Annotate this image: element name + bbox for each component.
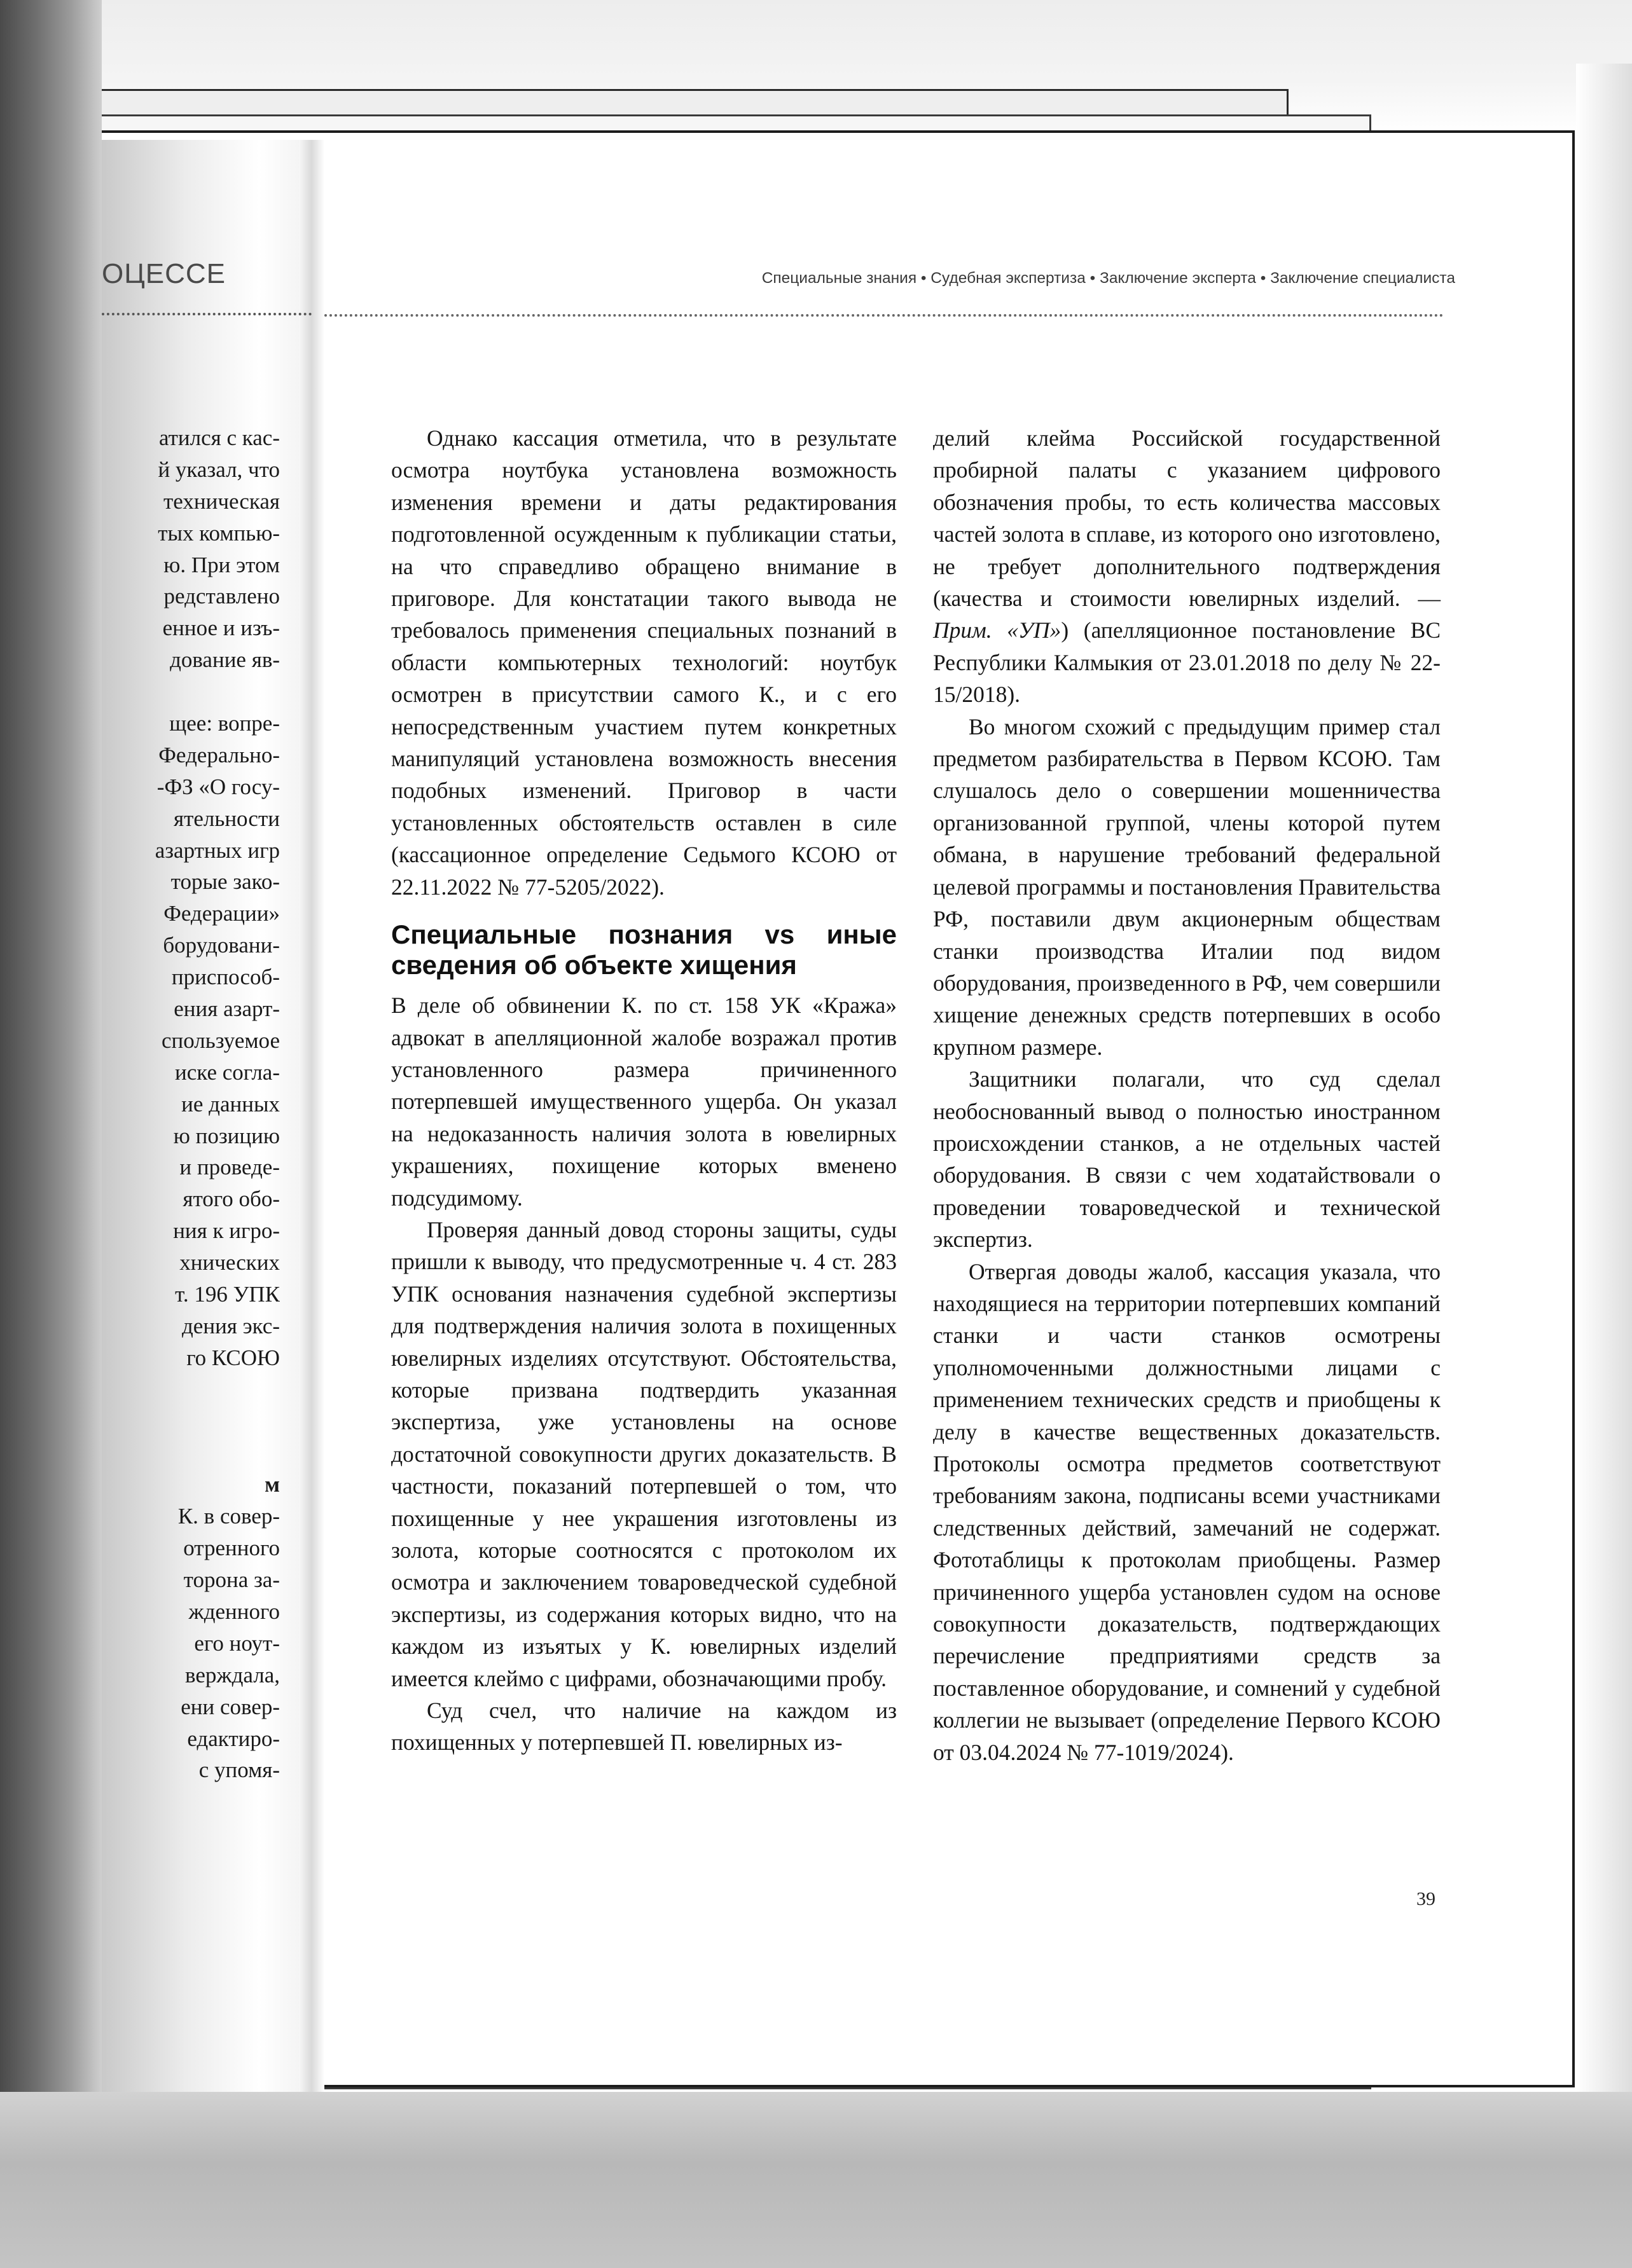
left-page-line: дование яв- [170, 647, 280, 673]
left-page-line: м [265, 1472, 280, 1497]
paragraph: Суд счел, что наличие на каждом из похищенных у потерпевшей П. ювелирных из- [391, 1698, 897, 1756]
left-page-line: ю. При этом [163, 552, 280, 577]
left-page-line: ени совер- [181, 1694, 280, 1719]
left-page-line: ие данных [181, 1091, 280, 1117]
left-page-line: верждала, [185, 1662, 280, 1687]
left-page-line: торона за- [183, 1567, 280, 1593]
paragraph: Защитники полагали, что суд сделал необоснованный вывод о полностью иностранном происхождении станков, а не отдельных частей оборудования. В связи с чем ходатайствовали о проведении товароведческой и технической экспертиз. [933, 1066, 1441, 1253]
left-page-line: тых компью- [158, 520, 280, 546]
left-page-line: жденного [188, 1598, 280, 1624]
paragraph: Отвергая доводы жалоб, кассация указала, что находящиеся на территории потерпевших компаний станки и части станков осмотрены уполномоченными должностными лицами с применением технических средств и приобщены к делу в качестве вещественных доказательств. Протоколы осмотра предметов соответствуют требованиям закона, подписаны всеми участниками следственных действий, замечаний не содержат. Фототаблицы к протоколам приобщены. Размер причиненного ущерба установлен судом на основе совокупности доказательств, подтверждающих перечисление предприятиями средств за поставленное оборудование, и сомнений у судебной коллегии не вызывает (определение Первого КСОЮ от 03.04.2024 № 77-1019/2024). [933, 1258, 1441, 1765]
left-page-line: отренного [183, 1536, 280, 1561]
left-page-line: дения экс- [182, 1313, 280, 1338]
left-page-line: Федерально- [158, 742, 280, 767]
paragraph [933, 422, 1441, 711]
paragraph-text: делий клейма Российской государственной пробирной палаты с указанием цифрового обозначения пробы, то есть количества массовых частей золота в сплаве, из которого оно изготовлено, не требует дополнительного подтверждения (качества и стоимости ювелирных изделий. — [933, 425, 1441, 612]
left-page-line: приспособ- [171, 965, 280, 990]
left-page-line: азартных игр [155, 837, 280, 863]
left-page-line: с упомя- [198, 1757, 280, 1783]
left-page-line: атился с кас- [159, 425, 280, 450]
text-column-1 [391, 422, 897, 1759]
left-page-line: и проведе- [179, 1155, 280, 1180]
left-page-line: го КСОЮ [186, 1345, 280, 1370]
left-page-line: ятого обо- [183, 1186, 280, 1212]
left-page-line: енное и изъ- [162, 615, 280, 641]
left-page-line: техническая [163, 488, 280, 514]
page-number: 39 [1416, 1888, 1435, 1909]
book-gutter [299, 140, 324, 2092]
paragraph: Во многом схожий с предыдущим пример стал предметом разбирательства в Первом КСОЮ. Там слушалось дело о совершении мошенничества организованной группой, члены которой путем обмана, в нарушение требований федеральной целевой программы и постановления Правительства РФ, поставили двум акционерным обществам станки производства Италии под видом оборудования, произведенного в РФ, чем совершили хищение денежных средств потерпевших в особо крупном размере. [933, 713, 1441, 1060]
scan-shadow-left [0, 0, 102, 2268]
left-page-line [102, 1374, 280, 1406]
paragraph-text: ) (апелляционное постановление ВС Республики Калмыкия от 23.01.2018 по делу № 22-15/2018). [933, 617, 1441, 708]
left-header-rule [102, 313, 312, 315]
left-page-line: й указал, что [158, 457, 280, 482]
scan-shadow-right [1576, 64, 1632, 2162]
paragraph: Однако кассация отметила, что в результате осмотра ноутбука установлена возможность изменения времени и даты редактирования подготовленной осужденным к публикации статьи, на что справедливо обращено внимание в приговоре. Для констатации такого вывода не требовалось применения специальных познаний в области компьютерных технологий: ноутбук осмотрен в присутствии самого К., и с его непосредственным участием путем конкретных манипуляций установлена возможность внесения подобных изменений. Приговор в части установленных обстоятельств оставлен в силе (кассационное определение Седьмого КСОЮ от 22.11.2022 № 77-5205/2022). [391, 425, 897, 900]
left-page-line: спользуемое [161, 1027, 280, 1053]
running-head: Специальные знания • Судебная экспертиза • Заключение эксперта • Заключение специалиста [761, 270, 1455, 287]
left-page-line: Федерации» [163, 901, 280, 926]
left-page-line: его ноут- [194, 1630, 280, 1656]
scan-shadow-bottom [0, 2092, 1632, 2268]
left-page-line: иске согла- [175, 1059, 280, 1085]
left-page-line: редставлено [163, 584, 280, 609]
left-page-line: щее: вопре- [169, 711, 280, 736]
left-page-line: К. в совер- [177, 1504, 280, 1529]
section-heading: Специальные познания vs иные сведения об объекте хищения [391, 919, 897, 980]
left-page-line [102, 1438, 280, 1469]
left-page-line: ю позицию [173, 1123, 280, 1148]
editor-note: Прим. «УП» [933, 617, 1061, 643]
left-page-line: ятельности [173, 806, 280, 831]
left-page-line: т. 196 УПК [175, 1282, 280, 1307]
left-page-header: ОЦЕССЕ [102, 258, 226, 289]
left-page-line: -ФЗ «О госу- [156, 774, 280, 799]
left-page-line: борудовани- [163, 933, 280, 958]
left-page-line: торые зако- [170, 869, 280, 895]
left-page-text [102, 422, 280, 1786]
left-page-line: ния к игро- [173, 1218, 280, 1244]
paragraph: Проверяя данный довод стороны защиты, суды пришли к выводу, что предусмотренные ч. 4 ст. 283 УПК основания назначения судебной экспертизы для подтверждения наличия золота в похищенных ювелирных изделиях отсутствуют. Обстоятельства, которые призвана подтвердить указанная экспертиза, уже установлены на основе достаточной совокупности других доказательств. В частности, показаний потерпевшей о том, что похищенные у нее украшения изготовлены из золота, которые соотносятся с протоколом их осмотра и заключением товароведческой судебной экспертизы, из содержания которых видно, что на каждом из изъятых у К. ювелирных изделий имеется клеймо с цифрами, обозначающими пробу. [391, 1216, 897, 1691]
left-page-line: едактиро- [187, 1726, 280, 1751]
text-column-2 [933, 422, 1441, 1768]
header-dotted-rule [324, 314, 1444, 317]
left-page-line: ения азарт- [174, 996, 280, 1022]
paragraph: В деле об обвинении К. по ст. 158 УК «Кража» адвокат в апелляционной жалобе возражал против установленного размера причиненного потерпевшей имущественного ущерба. Он указал на недоказанность наличия золота в ювелирных украшениях, похищение которых вменено подсудимому. [391, 993, 897, 1211]
left-page-line [102, 1406, 280, 1438]
left-page-line [102, 676, 280, 708]
left-page-line: хнических [179, 1250, 280, 1275]
